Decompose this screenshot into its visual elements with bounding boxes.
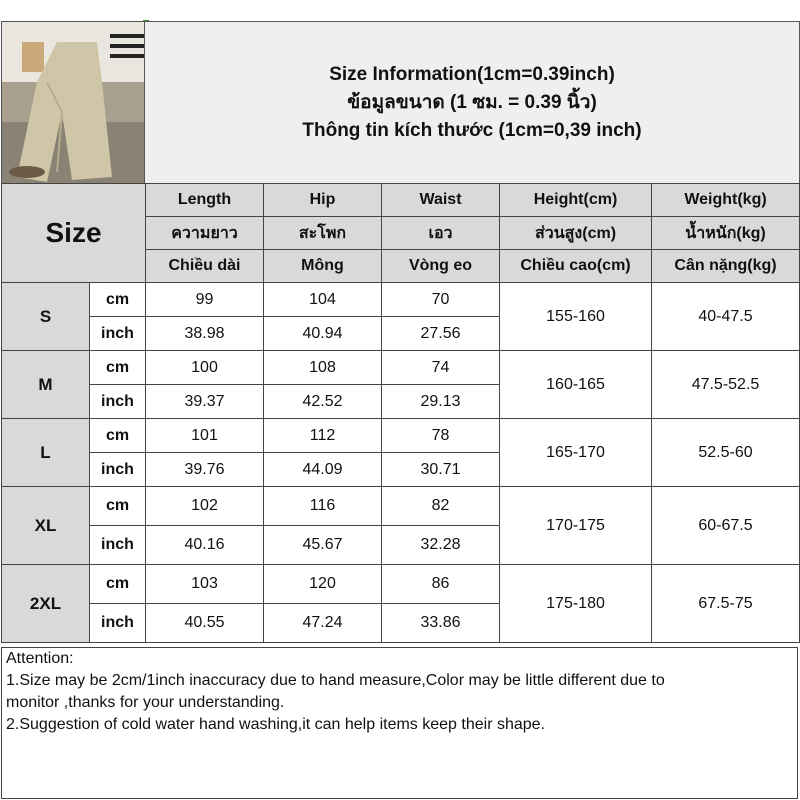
size-label-2xl: 2XL — [2, 565, 90, 643]
table-row — [2, 487, 800, 526]
table-row — [2, 419, 800, 453]
unit-inch: inch — [90, 604, 146, 643]
table-row — [2, 565, 800, 604]
unit-inch: inch — [90, 317, 146, 351]
col-height-en: Height(cm) — [500, 184, 652, 217]
title-thai: ข้อมูลขนาด (1 ซม. = 0.39 นิ้ว) — [347, 91, 597, 113]
col-weight-th: น้ำหนัก(kg) — [652, 217, 800, 250]
unit-cm: cm — [90, 565, 146, 604]
length-cm: 102 — [146, 487, 264, 526]
col-height-vi: Chiều cao(cm) — [500, 250, 652, 283]
size-label-s: S — [2, 283, 90, 351]
weight-range: 40-47.5 — [652, 283, 800, 351]
hip-inch: 40.94 — [264, 317, 382, 351]
size-label-xl: XL — [2, 487, 90, 565]
hip-cm: 112 — [264, 419, 382, 453]
unit-cm: cm — [90, 487, 146, 526]
notes-line-1: 1.Size may be 2cm/1inch inaccuracy due to hand measure,Color may be little different due to — [6, 672, 665, 689]
unit-cm: cm — [90, 351, 146, 385]
hip-inch: 45.67 — [264, 526, 382, 565]
product-photo-illustration — [2, 22, 144, 183]
notes-heading: Attention: — [6, 650, 74, 667]
waist-cm: 70 — [382, 283, 500, 317]
length-cm: 99 — [146, 283, 264, 317]
weight-range: 47.5-52.5 — [652, 351, 800, 419]
hip-inch: 42.52 — [264, 385, 382, 419]
waist-cm: 82 — [382, 487, 500, 526]
size-info-title — [145, 21, 800, 183]
length-inch: 39.37 — [146, 385, 264, 419]
col-length-vi: Chiều dài — [146, 250, 264, 283]
weight-range: 60-67.5 — [652, 487, 800, 565]
col-length-th: ความยาว — [146, 217, 264, 250]
col-weight-vi: Cân nặng(kg) — [652, 250, 800, 283]
col-height-th: ส่วนสูง(cm) — [500, 217, 652, 250]
waist-inch: 30.71 — [382, 453, 500, 487]
length-cm: 100 — [146, 351, 264, 385]
length-inch: 40.16 — [146, 526, 264, 565]
waist-cm: 74 — [382, 351, 500, 385]
size-table — [1, 183, 800, 643]
waist-inch: 27.56 — [382, 317, 500, 351]
length-inch: 39.76 — [146, 453, 264, 487]
hip-inch: 47.24 — [264, 604, 382, 643]
hip-inch: 44.09 — [264, 453, 382, 487]
notes-line-1-cont: monitor ,thanks for your understanding. — [6, 694, 285, 711]
unit-inch: inch — [90, 453, 146, 487]
col-waist-vi: Vòng eo — [382, 250, 500, 283]
hip-cm: 116 — [264, 487, 382, 526]
height-range: 160-165 — [500, 351, 652, 419]
hip-cm: 104 — [264, 283, 382, 317]
weight-range: 67.5-75 — [652, 565, 800, 643]
unit-cm: cm — [90, 283, 146, 317]
col-waist-en: Waist — [382, 184, 500, 217]
hip-cm: 108 — [264, 351, 382, 385]
waist-cm: 78 — [382, 419, 500, 453]
table-row — [2, 351, 800, 385]
unit-cm: cm — [90, 419, 146, 453]
col-hip-vi: Mông — [264, 250, 382, 283]
length-inch: 40.55 — [146, 604, 264, 643]
title-vietnamese: Thông tin kích thước (1cm=0,39 inch) — [302, 119, 642, 141]
waist-inch: 29.13 — [382, 385, 500, 419]
height-range: 165-170 — [500, 419, 652, 487]
col-hip-th: สะโพก — [264, 217, 382, 250]
waist-cm: 86 — [382, 565, 500, 604]
hip-cm: 120 — [264, 565, 382, 604]
height-range: 175-180 — [500, 565, 652, 643]
weight-range: 52.5-60 — [652, 419, 800, 487]
height-range: 170-175 — [500, 487, 652, 565]
header-row-english — [2, 184, 800, 217]
height-range: 155-160 — [500, 283, 652, 351]
col-waist-th: เอว — [382, 217, 500, 250]
size-label-l: L — [2, 419, 90, 487]
unit-inch: inch — [90, 526, 146, 565]
notes-line-2: 2.Suggestion of cold water hand washing,it can help items keep their shape. — [6, 716, 545, 733]
length-inch: 38.98 — [146, 317, 264, 351]
product-photo — [1, 21, 145, 184]
col-weight-en: Weight(kg) — [652, 184, 800, 217]
waist-inch: 32.28 — [382, 526, 500, 565]
col-length-en: Length — [146, 184, 264, 217]
size-column-header: Size — [2, 184, 146, 283]
table-row — [2, 283, 800, 317]
attention-notes — [1, 647, 798, 799]
unit-inch: inch — [90, 385, 146, 419]
waist-inch: 33.86 — [382, 604, 500, 643]
size-label-m: M — [2, 351, 90, 419]
length-cm: 103 — [146, 565, 264, 604]
length-cm: 101 — [146, 419, 264, 453]
title-english: Size Information(1cm=0.39inch) — [329, 63, 615, 85]
col-hip-en: Hip — [264, 184, 382, 217]
